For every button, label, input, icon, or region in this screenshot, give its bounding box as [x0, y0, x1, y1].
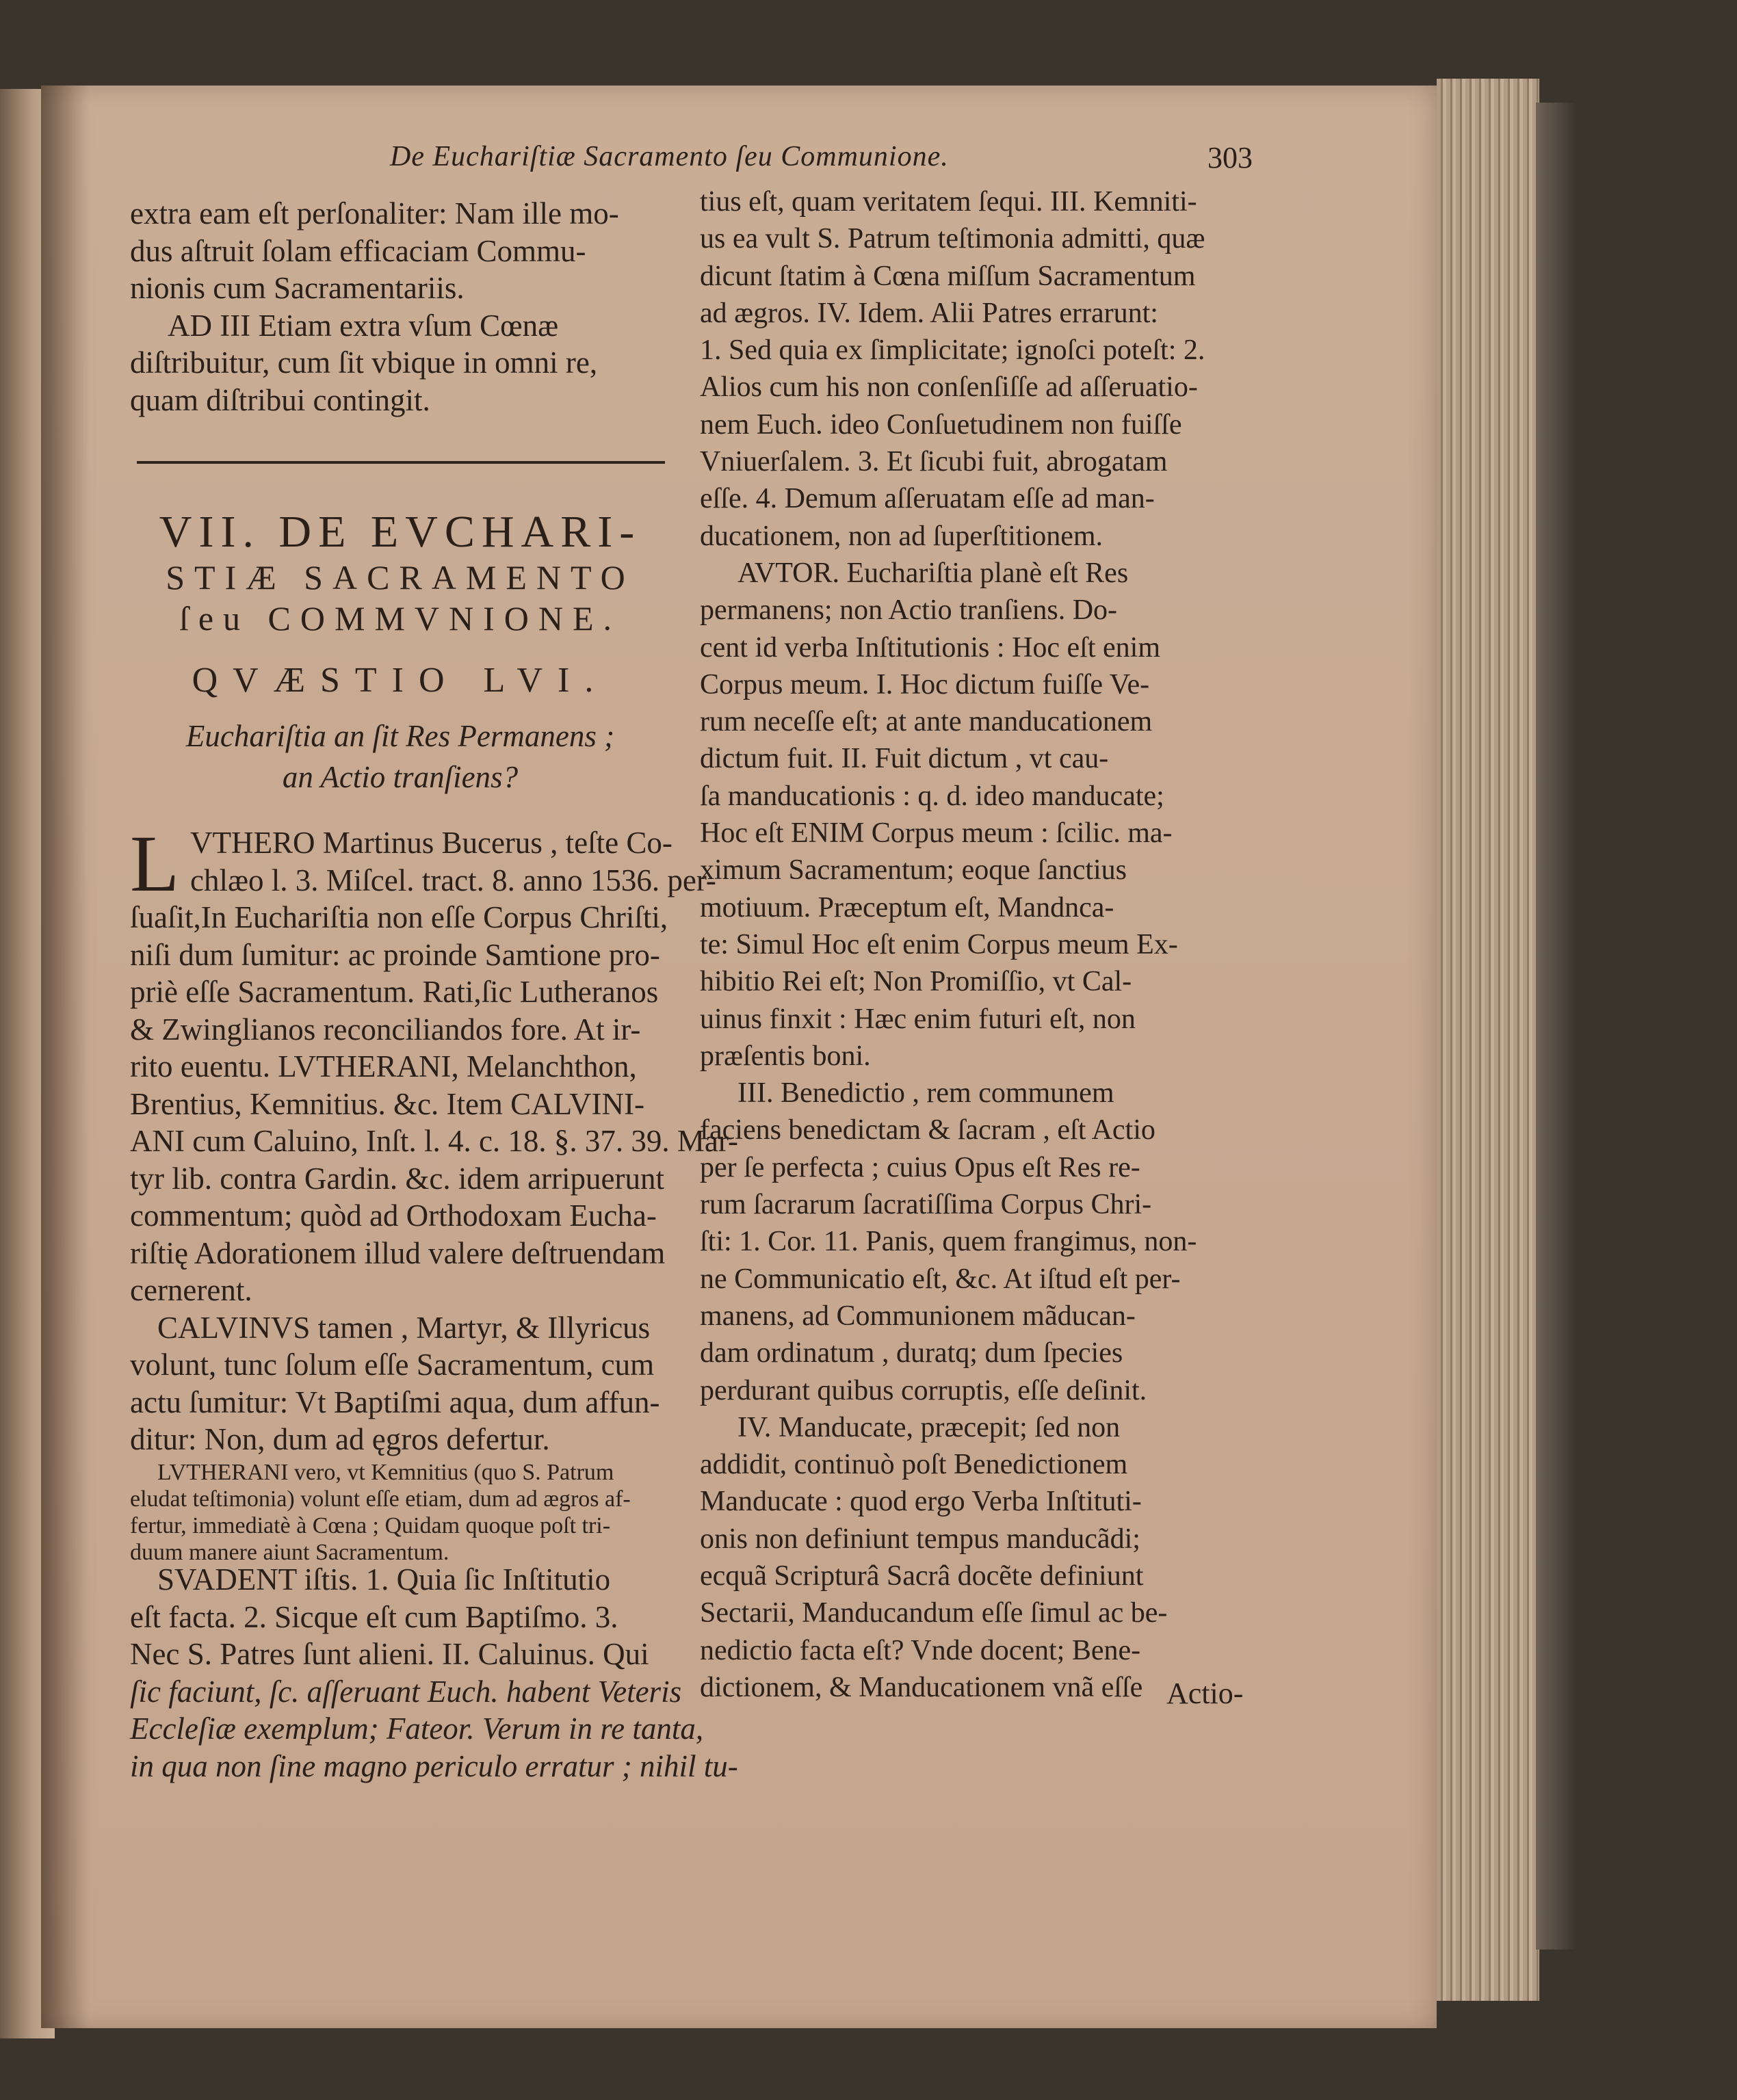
- text-line: dictionem, & Manducationem vnã eſſe: [700, 1671, 1143, 1703]
- text-line: ecquã Scripturâ Sacrâ docẽte definiunt: [700, 1560, 1144, 1592]
- text-line: Brentius, Kemnitius. &c. Item CALVINI-: [130, 1086, 644, 1121]
- text-line: dictum fuit. II. Fuit dictum , vt cau-: [700, 743, 1109, 775]
- text-line: cent id verba Inſtitutionis : Hoc eſt enim: [700, 631, 1161, 664]
- question-subtitle-2: an Actio tranſiens?: [282, 760, 519, 794]
- text-line: 1. Sed quia ex ſimplicitate; ignoſci poteſt: 2.: [700, 334, 1205, 367]
- text-line: & Zwinglianos reconciliandos fore. At ir-: [130, 1012, 641, 1047]
- text-line: riſtię Adorationem illud valere deſtruendam: [130, 1235, 666, 1270]
- text-line: perdurant quibus corruptis, eſſe deſinit.: [700, 1374, 1147, 1406]
- text-line: ſuaſit,In Euchariſtia non eſſe Corpus Chriſti,: [130, 900, 668, 934]
- text-line: tius eſt, quam veritatem ſequi. III. Kemniti-: [700, 186, 1197, 218]
- left-column-bottom: [130, 1561, 738, 1785]
- text-line: motiuum. Præceptum eſt, Mandnca-: [700, 891, 1114, 923]
- text-line: ducationem, non ad ſuperſtitionem.: [700, 520, 1103, 552]
- chapter-title-line-3: ſeu COMMVNIONE.: [179, 599, 622, 638]
- text-line: diſtribuitur, cum ſit vbique in omni re,: [130, 345, 598, 380]
- text-line: te: Simul Hoc eſt enim Corpus meum Ex-: [700, 928, 1178, 960]
- text-line: nedictio facta eſt? Vnde docent; Bene-: [700, 1634, 1141, 1666]
- text-line: ximum Sacramentum; eoque ſanctius: [700, 854, 1127, 887]
- question-heading: QVÆSTIO LVI.: [192, 661, 609, 700]
- text-line: hibitio Rei eſt; Non Promiſſio, vt Cal-: [700, 966, 1132, 998]
- book-cover-shadow: [1536, 103, 1577, 1950]
- text-line: Sectarii, Manducandum eſſe ſimul ac be-: [700, 1597, 1168, 1629]
- text-line: extra eam eſt perſonaliter: Nam ille mo-: [130, 196, 619, 231]
- text-line: SVADENT iſtis. 1. Quia ſic Inſtitutio: [157, 1562, 611, 1597]
- text-line: onis non definiunt tempus manducãdi;: [700, 1523, 1140, 1555]
- text-line: permanens; non Actio tranſiens. Do-: [700, 594, 1118, 627]
- text-line: nionis cum Sacramentariis.: [130, 271, 465, 305]
- text-line: tyr lib. contra Gardin. &c. idem arripuerunt: [130, 1161, 664, 1196]
- text-line: manens, ad Communionem mãducan-: [700, 1300, 1136, 1332]
- page-edges: [1437, 79, 1539, 2001]
- text-line: commentum; quòd ad Orthodoxam Eucha-: [130, 1198, 657, 1233]
- text-line: Vniuerſalem. 3. Et ſicubi fuit, abrogatam: [700, 446, 1168, 478]
- text-line: fertur, immediatè à Cœna ; Quidam quoque poſt tri-: [130, 1513, 611, 1538]
- text-line: Manducate : quod ergo Verba Inſtituti-: [700, 1486, 1142, 1518]
- text-line: faciens benedictam & ſacram , eſt Actio: [700, 1114, 1155, 1146]
- text-line: uinus finxit : Hæc enim futuri eſt, non: [700, 1003, 1136, 1035]
- text-line: ſti: 1. Cor. 11. Panis, quem frangimus, non-: [700, 1226, 1197, 1258]
- text-line: CALVINVS tamen , Martyr, & Illyricus: [157, 1310, 651, 1345]
- text-line: rum ſacrarum ſacratiſſima Corpus Chri-: [700, 1189, 1152, 1221]
- chapter-title-line-2: STIÆ SACRAMENTO: [166, 558, 635, 596]
- drop-cap: L: [130, 819, 180, 908]
- text-line: Hoc eſt ENIM Corpus meum : ſcilic. ma-: [700, 817, 1173, 850]
- chapter-title-line-1: VII. DE EVCHARI-: [159, 507, 642, 557]
- left-column-note: [130, 1459, 670, 1566]
- text-line: ad ægros. IV. Idem. Alii Patres errarunt:: [700, 297, 1158, 329]
- section-divider: [137, 461, 665, 464]
- text-line: ANI cum Caluino, Inſt. l. 4. c. 18. §. 37. 39. Mar-: [130, 1124, 738, 1158]
- text-line: nem Euch. ideo Conſuetudinem non fuiſſe: [700, 408, 1182, 441]
- text-line: VTHERO Martinus Bucerus , teſte Co-: [190, 826, 672, 860]
- text-line: præſentis boni.: [700, 1040, 871, 1072]
- running-header: De Euchariſtiæ Sacramento ſeu Communione.: [390, 141, 949, 172]
- text-line: Alios cum his non conſenſiſſe ad aſſeruatio-: [700, 371, 1198, 404]
- text-line: Corpus meum. I. Hoc dictum fuiſſe Ve-: [700, 668, 1150, 700]
- page-gutter-shadow: [41, 86, 89, 2028]
- text-line: III. Benedictio , rem communem: [737, 1077, 1114, 1110]
- text-line: dicunt ſtatim à Cœna miſſum Sacramentum: [700, 260, 1196, 292]
- text-line: niſi dum ſumitur: ac proinde Samtione pro-: [130, 937, 660, 972]
- page-number: 303: [1207, 141, 1253, 174]
- text-line: in qua non ſine magno periculo erratur ; nihil tu-: [130, 1748, 738, 1783]
- text-line: eſſe. 4. Demum aſſeruatam eſſe ad man-: [700, 483, 1155, 515]
- left-column-top: [130, 195, 670, 419]
- text-line: dam ordinatum , duratq; dum ſpecies: [700, 1337, 1123, 1369]
- text-line: AVTOR. Euchariſtia planè eſt Res: [737, 557, 1129, 589]
- text-line: addidit, continuò poſt Benedictionem: [700, 1449, 1128, 1481]
- right-column: [700, 183, 1254, 1706]
- text-line: ſa manducationis : q. d. ideo manducate;: [700, 780, 1164, 812]
- text-line: actu ſumitur: Vt Baptiſmi aqua, dum affun-: [130, 1384, 660, 1419]
- text-line: Nec S. Patres ſunt alieni. II. Caluinus. Qui: [130, 1637, 649, 1671]
- text-line: rum neceſſe eſt; at ante manducationem: [700, 706, 1153, 738]
- text-line: AD III Etiam extra vſum Cœnæ: [168, 308, 559, 343]
- text-line: ditur: Non, dum ad ęgros defertur.: [130, 1422, 550, 1456]
- text-line: volunt, tunc ſolum eſſe Sacramentum, cum: [130, 1348, 655, 1382]
- text-line: chlæo l. 3. Miſcel. tract. 8. anno 1536. per-: [190, 863, 716, 897]
- text-line: quam diſtribui contingit.: [130, 382, 430, 417]
- text-line: us ea vult S. Patrum teſtimonia admitti, quæ: [700, 223, 1205, 255]
- text-line: IV. Manducate, præcepit; ſed non: [737, 1411, 1121, 1443]
- text-line: priè eſſe Sacramentum. Rati,ſic Lutheranos: [130, 975, 659, 1009]
- question-subtitle-1: Euchariſtia an ſit Res Permanens ;: [185, 719, 615, 753]
- left-column-body: [130, 819, 738, 1458]
- text-line: eſt facta. 2. Sicque eſt cum Baptiſmo. 3.: [130, 1599, 618, 1634]
- text-line: dus aſtruit ſolam efficaciam Commu-: [130, 233, 586, 268]
- text-line: Eccleſiæ exemplum; Fateor. Verum in re tanta,: [130, 1711, 704, 1746]
- text-line: eludat teſtimonia) volunt eſſe etiam, dum ad ægros af-: [130, 1486, 631, 1512]
- text-line: duum manere aiunt Sacramentum.: [130, 1540, 449, 1565]
- text-line: rito euentu. LVTHERANI, Melanchthon,: [130, 1049, 637, 1084]
- text-line: ſic faciunt, ſc. aſſeruant Euch. habent Veteris: [130, 1674, 682, 1709]
- text-line: per ſe perfecta ; cuius Opus eſt Res re-: [700, 1151, 1140, 1183]
- text-line: LVTHERANI vero, vt Kemnitius (quo S. Patrum: [157, 1460, 614, 1485]
- text-line: ne Communicatio eſt, &c. At iſtud eſt per-: [700, 1263, 1181, 1295]
- catchword: Actio-: [1166, 1677, 1244, 1710]
- text-line: cernerent.: [130, 1273, 252, 1307]
